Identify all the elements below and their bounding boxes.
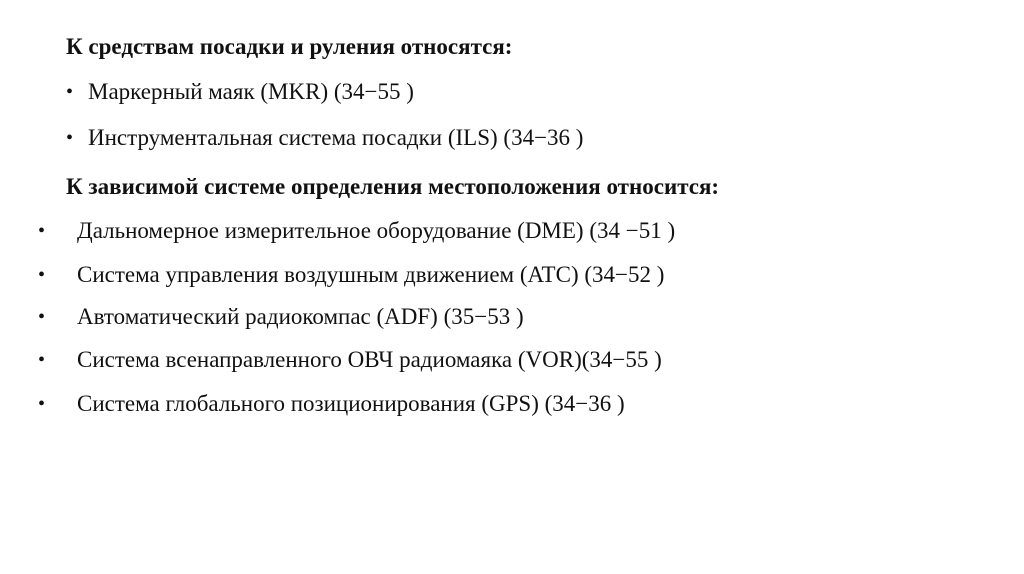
section1-heading: К средствам посадки и руления относятся:	[66, 34, 513, 59]
list-item-atc: Система управления воздушным движением (ATC) (34−52 )	[77, 262, 665, 287]
list-item-adf: Автоматический радиокомпас (ADF) (35−53 )	[77, 304, 524, 329]
bullet-marker: •	[66, 81, 74, 103]
list-item-mkr: Маркерный маяк (MKR) (34−55 )	[88, 79, 414, 104]
list-item-vor: Система всенаправленного ОВЧ радиомаяка (VOR)(34−55 )	[77, 347, 662, 372]
list-item-ils: Инструментальная система посадки (ILS) (34−36 )	[88, 125, 584, 150]
bullet-marker: •	[66, 127, 74, 149]
section2-heading: К зависимой системе определения местоположения относится:	[66, 174, 720, 199]
list-item-dme: Дальномерное измерительное оборудование (DME) (34 −51 )	[77, 218, 676, 243]
bullet-marker: •	[38, 264, 46, 286]
bullet-marker: •	[38, 306, 46, 328]
bullet-marker: •	[38, 220, 46, 242]
bullet-marker: •	[38, 393, 46, 415]
list-item-gps: Система глобального позиционирования (GPS) (34−36 )	[77, 391, 625, 416]
bullet-marker: •	[38, 349, 46, 371]
